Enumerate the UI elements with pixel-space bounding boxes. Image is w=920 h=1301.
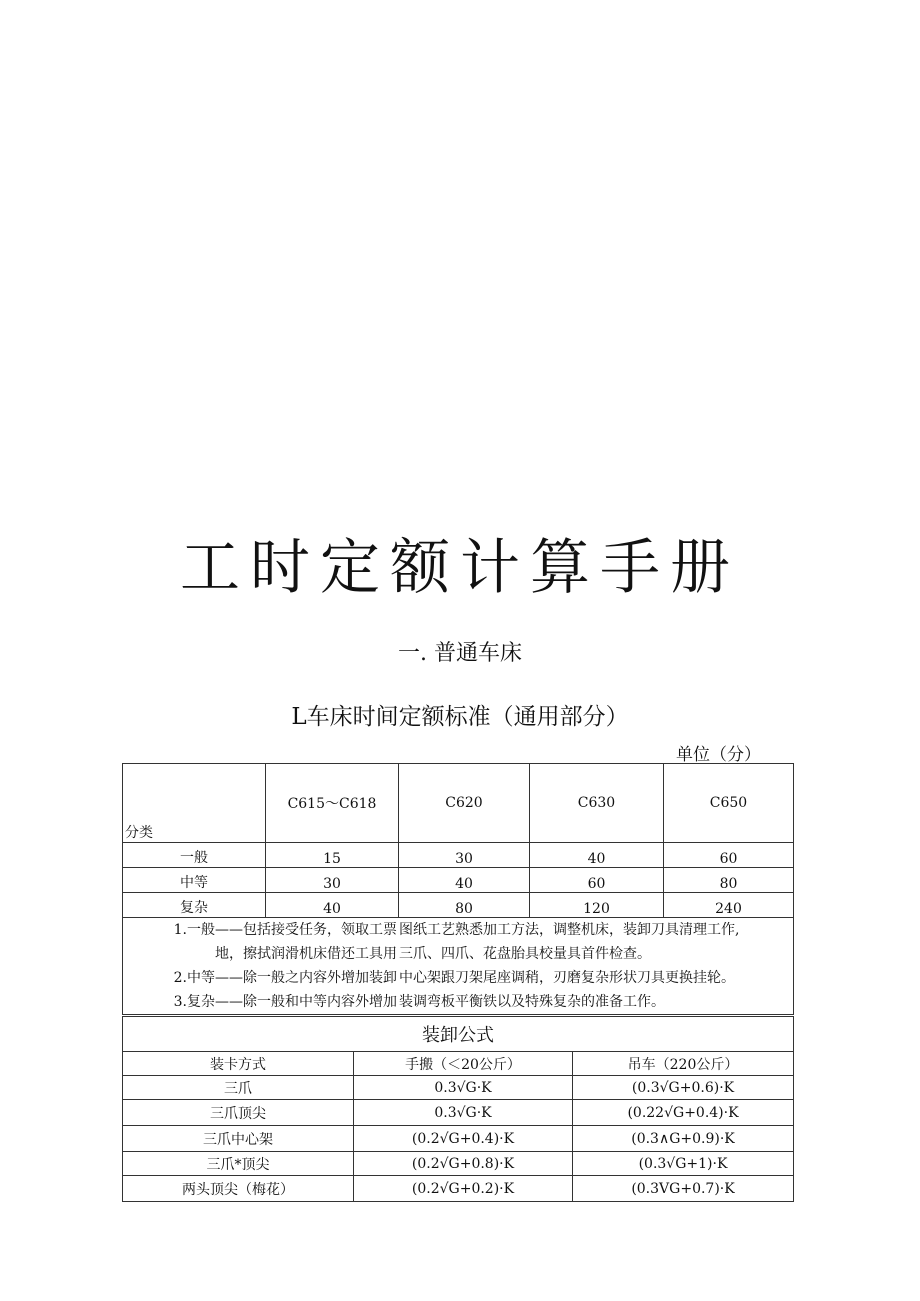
table-cell: 40 xyxy=(530,843,664,868)
clamp-method: 两头顶尖（梅花） xyxy=(123,1176,354,1202)
formula-cell: 0.3√G·K xyxy=(354,1076,573,1100)
table-header-row xyxy=(123,764,794,843)
note-line xyxy=(123,918,793,942)
lathe-time-standard-table xyxy=(122,763,794,1015)
column-header: 吊车（220公斤） xyxy=(573,1052,794,1076)
clamp-method: 三爪顶尖 xyxy=(123,1100,354,1126)
table-cell: 240 xyxy=(664,893,794,918)
note-line xyxy=(123,966,793,990)
formula-cell: (0.2√G+0.2)·K xyxy=(354,1176,573,1202)
formula-cell: (0.2√G+0.8)·K xyxy=(354,1152,573,1176)
table-cell: 60 xyxy=(664,843,794,868)
table-cell: 15 xyxy=(266,843,399,868)
table-cell: 30 xyxy=(266,868,399,893)
row-label: 一般 xyxy=(123,843,266,868)
loading-formula-table xyxy=(122,1016,794,1202)
notes-cell xyxy=(123,918,794,1015)
table-cell: 40 xyxy=(399,868,530,893)
formula-cell: (0.3VG+0.7)·K xyxy=(573,1176,794,1202)
row-label: 中等 xyxy=(123,868,266,893)
formula-row xyxy=(123,1100,794,1126)
column-header: 手搬（＜20公斤） xyxy=(354,1052,573,1076)
table-cell: 80 xyxy=(664,868,794,893)
table-cell: 120 xyxy=(530,893,664,918)
table-row xyxy=(123,893,794,918)
note-line xyxy=(123,942,793,966)
column-header: C650 xyxy=(664,764,794,843)
section-heading: 一. 普通车床 xyxy=(398,641,522,666)
document-title: 工时定额计算手册 xyxy=(180,533,740,603)
note-text: 3.复杂——除一般和中等内容外增加 xyxy=(173,994,397,1010)
note-line xyxy=(123,990,793,1014)
note-text: 图纸工艺熟悉加工方法，调整机床，装卸刀具清理工作, xyxy=(399,922,740,938)
formula-cell: (0.2√G+0.4)·K xyxy=(354,1126,573,1152)
formula-cell: (0.3√G+1)·K xyxy=(573,1152,794,1176)
formula-row xyxy=(123,1126,794,1152)
clamp-method: 三爪中心架 xyxy=(123,1126,354,1152)
formula-header-row xyxy=(123,1052,794,1076)
table-cell: 60 xyxy=(530,868,664,893)
formula-cell: (0.3√G+0.6)·K xyxy=(573,1076,794,1100)
table-row xyxy=(123,843,794,868)
table-heading: L车床时间定额标准（通用部分） xyxy=(291,704,629,730)
note-text: 1.一般——包括接受任务，领取工票 xyxy=(173,922,397,938)
table-row xyxy=(123,868,794,893)
column-header: C615～C618 xyxy=(266,764,399,843)
unit-label: 单位（分） xyxy=(676,745,761,765)
formula-cell: (0.3∧G+0.9)·K xyxy=(573,1126,794,1152)
clamp-method: 三爪*顶尖 xyxy=(123,1152,354,1176)
column-header: 装卡方式 xyxy=(123,1052,354,1076)
column-header: C630 xyxy=(530,764,664,843)
table-cell: 80 xyxy=(399,893,530,918)
formula-cell: 0.3√G·K xyxy=(354,1100,573,1126)
table-cell: 40 xyxy=(266,893,399,918)
formula-title: 装卸公式 xyxy=(123,1017,794,1052)
clamp-method: 三爪 xyxy=(123,1076,354,1100)
note-text: 装调弯板平衡铁以及特殊复杂的准备工作。 xyxy=(399,994,665,1010)
note-text: 中心架跟刀架尾座调稍，刃磨复杂形状刀具更换挂轮。 xyxy=(399,970,735,986)
notes-row xyxy=(123,918,794,1015)
note-text: 地，擦拭润滑机床借还工具用 xyxy=(215,946,397,962)
formula-title-row xyxy=(123,1017,794,1052)
row-label: 复杂 xyxy=(123,893,266,918)
formula-row xyxy=(123,1152,794,1176)
formula-cell: (0.22√G+0.4)·K xyxy=(573,1100,794,1126)
note-text: 三爪、四爪、花盘胎具校量具首件检查。 xyxy=(399,946,651,962)
formula-row xyxy=(123,1076,794,1100)
note-text: 2.中等——除一般之内容外增加装卸 xyxy=(173,970,397,986)
column-header: C620 xyxy=(399,764,530,843)
table-cell: 30 xyxy=(399,843,530,868)
formula-row xyxy=(123,1176,794,1202)
corner-label: 分类 xyxy=(123,764,266,843)
